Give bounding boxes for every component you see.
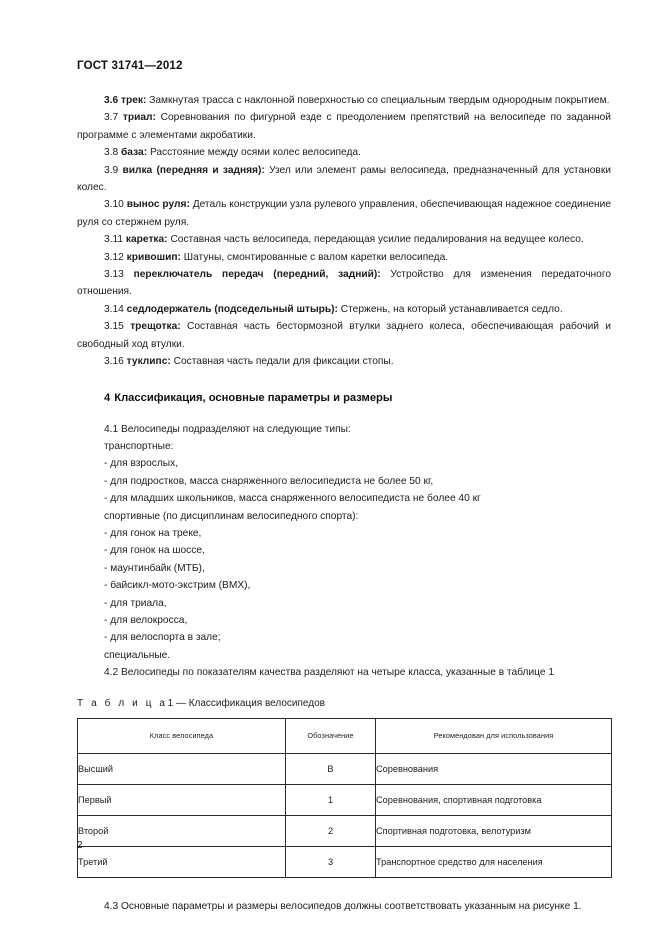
cell-recommended-use: Спортивная подготовка, велотуризм bbox=[376, 815, 612, 846]
table-row bbox=[78, 753, 612, 784]
definition-text: Стержень, на который устанавливается седло. bbox=[340, 303, 563, 315]
definition-3-8 bbox=[77, 144, 611, 161]
definition-text: Деталь конструкции узла рулевого управления, обеспечивающая надежное соединение руля со стержнем руля. bbox=[77, 199, 611, 228]
definition-text: Соревнования по фигурной езде с преодолением препятствий на велосипеде по заданной программе с элементами акробатики. bbox=[77, 112, 611, 141]
definition-number: 3.8 bbox=[104, 147, 119, 159]
definition-number: 3.13 bbox=[104, 269, 124, 281]
definition-text: Устройство для изменения передаточного отношения. bbox=[77, 269, 611, 298]
definition-term: седлодержатель (подседельный штырь): bbox=[126, 303, 338, 315]
definition-number: 3.15 bbox=[104, 321, 124, 333]
column-header-class: Класс велосипеда bbox=[78, 718, 286, 753]
table-caption-number: 1 bbox=[167, 697, 174, 709]
definition-number: 3.10 bbox=[104, 199, 124, 211]
table-row bbox=[78, 784, 612, 815]
definition-term: каретка: bbox=[125, 234, 168, 246]
definition-3-14 bbox=[77, 301, 611, 318]
definition-text: Составная часть велосипеда, передающая усилие педалирования на ведущее колесо. bbox=[170, 234, 584, 246]
clause-4-2: 4.2 Велосипеды по показателям качества разделяют на четыре класса, указанные в таблице 1 bbox=[104, 667, 555, 679]
section-4-heading bbox=[77, 371, 611, 411]
cell-recommended-use: Соревнования bbox=[376, 753, 612, 784]
table-1-caption bbox=[77, 682, 611, 718]
table-1-classification bbox=[77, 718, 612, 878]
definition-text: Замкнутая трасса с наклонной поверхностью со специальным твердым однородным покрытием. bbox=[149, 95, 610, 106]
section-title: Классификация, основные параметры и размеры bbox=[114, 391, 393, 404]
cell-recommended-use: Транспортное средство для населения bbox=[376, 846, 612, 877]
definition-3-13 bbox=[77, 266, 611, 301]
cell-class: Третий bbox=[78, 846, 286, 877]
cell-class: Второй bbox=[78, 815, 286, 846]
definition-term: кривошип: bbox=[126, 251, 181, 263]
list-item: - для гонок на шоссе, bbox=[104, 545, 205, 557]
list-item: - для триала, bbox=[104, 597, 167, 609]
column-header-designation: Обозначение bbox=[286, 718, 376, 753]
group-special-label: специальные. bbox=[104, 649, 171, 661]
definition-number: 3.6 bbox=[104, 95, 119, 106]
definition-text: Шатуны, смонтированные с валом каретки велосипеда. bbox=[183, 251, 449, 263]
table-header-row bbox=[78, 718, 612, 753]
definition-term: трещотка: bbox=[130, 321, 181, 333]
table-caption-word: Т а б л и ц а bbox=[77, 697, 168, 709]
cell-designation: 2 bbox=[286, 815, 376, 846]
definition-term: переключатель передач (передний, задний): bbox=[133, 269, 381, 281]
definition-number: 3.9 bbox=[104, 164, 119, 176]
group-sport-label: спортивные (по дисциплинам велосипедного спорта): bbox=[104, 510, 359, 522]
table-row bbox=[78, 815, 612, 846]
column-header-recommended-use: Рекомендован для использования bbox=[376, 718, 612, 753]
cell-class: Первый bbox=[78, 784, 286, 815]
definition-3-9 bbox=[77, 162, 611, 197]
definition-term: триал: bbox=[122, 112, 156, 124]
list-item: - для гонок на треке, bbox=[104, 527, 202, 539]
definition-term: трек: bbox=[121, 95, 147, 106]
cell-designation: В bbox=[286, 753, 376, 784]
page-number: 2 bbox=[77, 840, 83, 851]
definition-3-7 bbox=[77, 109, 611, 144]
definition-3-12 bbox=[77, 249, 611, 266]
definition-term: туклипс: bbox=[126, 356, 171, 368]
list-item: - для велоспорта в зале; bbox=[104, 632, 221, 644]
list-item: - для подростков, масса снаряженного велосипедиста не более 50 кг, bbox=[104, 475, 434, 487]
list-item: - маунтинбайк (МТБ), bbox=[104, 562, 205, 574]
definition-3-15 bbox=[77, 318, 611, 353]
definition-term: вилка (передняя и задняя): bbox=[122, 164, 265, 176]
group-transport-label: транспортные: bbox=[104, 440, 174, 452]
definition-number: 3.12 bbox=[104, 251, 124, 263]
clause-4-1: 4.1 Велосипеды подразделяют на следующие типы: bbox=[104, 423, 351, 435]
list-item: - для велокросса, bbox=[104, 614, 188, 626]
definition-number: 3.16 bbox=[104, 356, 124, 368]
running-header: ГОСТ 31741—2012 bbox=[77, 60, 183, 72]
definition-3-6 bbox=[77, 92, 611, 109]
page-body bbox=[77, 92, 611, 915]
definition-number: 3.11 bbox=[104, 234, 124, 246]
definition-3-16 bbox=[77, 353, 611, 370]
definition-3-10 bbox=[77, 196, 611, 231]
definition-term: база: bbox=[121, 147, 148, 159]
definition-number: 3.14 bbox=[104, 303, 124, 315]
list-item: - для взрослых, bbox=[104, 458, 179, 470]
table-caption-title: — Классификация велосипедов bbox=[175, 697, 325, 709]
table-row bbox=[78, 846, 612, 877]
section-number: 4 bbox=[104, 391, 111, 404]
definition-text: Узел или элемент рамы велосипеда, предназначенный для установки колес. bbox=[77, 164, 611, 194]
definition-text: Расстояние между осями колес велосипеда. bbox=[149, 147, 361, 159]
clause-4-3: 4.3 Основные параметры и размеры велосипедов должны соответствовать указанным на рисунке 1. bbox=[104, 900, 582, 912]
cell-designation: 3 bbox=[286, 846, 376, 877]
cell-recommended-use: Соревнования, спортивная подготовка bbox=[376, 784, 612, 815]
definition-number: 3.7 bbox=[104, 112, 119, 124]
list-item: - байсикл-мото-экстрим (ВМХ), bbox=[104, 580, 251, 592]
definition-3-11 bbox=[77, 231, 611, 248]
cell-designation: 1 bbox=[286, 784, 376, 815]
list-item: - для младших школьников, масса снаряженного велосипедиста не более 40 кг bbox=[104, 493, 481, 505]
definition-term: вынос руля: bbox=[126, 199, 190, 211]
cell-class: Высший bbox=[78, 753, 286, 784]
definition-text: Составная часть педали для фиксации стопы. bbox=[173, 356, 394, 368]
definition-text: Составная часть бестормозной втулки заднего колеса, обеспечивающая рабочий и свободный ход втулки. bbox=[77, 321, 611, 350]
